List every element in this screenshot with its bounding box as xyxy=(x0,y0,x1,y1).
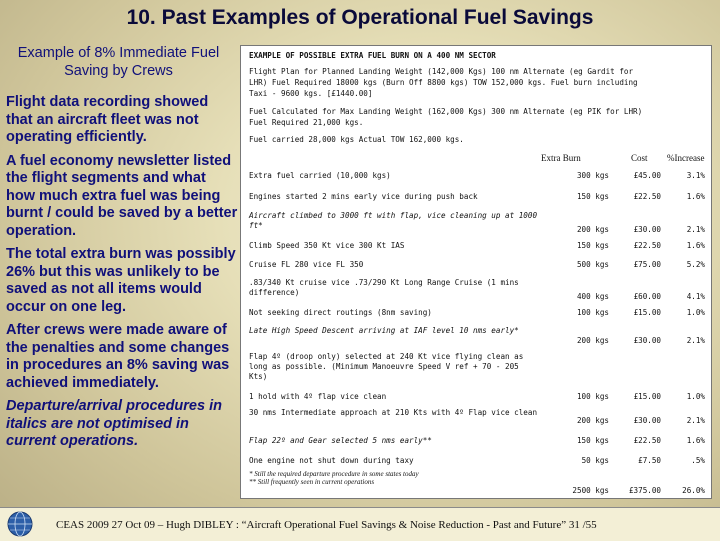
paragraph: Flight data recording showed that an aircraft fleet was not operating efficiently. xyxy=(6,94,209,145)
paragraph: A fuel economy newsletter listed the flight segments and what how much extra fuel was being burnt / could be saved by a better operation. xyxy=(6,152,238,239)
intro-text-2: Fuel Calculated for Max Landing Weight (162,000 Kgs) 300 nm Alternate (eg PIK for LHR) Fuel Required 21,000 kgs. xyxy=(249,107,647,127)
table-row: One engine not shut down during taxy 50 kgs £7.50 .5% xyxy=(249,456,705,465)
col-header-extra-burn: Extra Burn xyxy=(541,153,581,163)
table-row: 1 hold with 4º flap vice clean 100 kgs £15.00 1.0% xyxy=(249,392,705,401)
footnote-1: * Still the required departure procedure in some states today xyxy=(249,470,419,478)
left-text-column xyxy=(6,94,238,457)
table-row: Not seeking direct routings (8nm saving) 100 kgs £15.00 1.0% xyxy=(249,308,705,317)
table-row: 30 nms Intermediate approach at 210 Kts with 4º Flap vice clean 200 kgs £30.00 2.1% xyxy=(249,408,705,425)
col-header-cost: Cost xyxy=(631,153,648,163)
paragraph: After crews were made aware of the penalties and some changes in procedures an 8% saving was achieved immediately. xyxy=(6,322,230,391)
subtitle: Example of 8% Immediate Fuel Saving by Crews xyxy=(17,45,220,79)
intro-text-3: Fuel carried 28,000 kgs Actual TOW 162,000 kgs. xyxy=(249,135,464,144)
total-burn: 2500 kgs xyxy=(572,486,609,495)
intro-text-1: Flight Plan for Planned Landing Weight (142,000 Kgs) 100 nm Alternate (eg Gardit for LHR) Fuel Required 18000 kgs (Burn Off 8800 kgs) TOW 152,000 kgs. Fuel burn including Taxi - 9600 kgs. [£1440.00] xyxy=(249,67,643,98)
table-heading: EXAMPLE OF POSSIBLE EXTRA FUEL BURN ON A 400 NM SECTOR xyxy=(249,51,496,60)
fuel-burn-table-panel xyxy=(240,45,712,499)
table-footnotes xyxy=(249,470,419,486)
table-row: Flap 22º and Gear selected 5 nms early** 150 kgs £22.50 1.6% xyxy=(249,436,705,445)
col-header-increase: %Increase xyxy=(667,153,705,163)
table-row: .83/340 Kt cruise vice .73/290 Kt Long Range Cruise (1 mins difference) 400 kgs £60.00 4.1% xyxy=(249,278,705,301)
total-cost: £375.00 xyxy=(628,486,661,495)
table-row: Climb Speed 350 Kt vice 300 Kt IAS 150 kgs £22.50 1.6% xyxy=(249,241,705,250)
footnote-2: ** Still frequently seen in current operations xyxy=(249,478,375,486)
table-row: Extra fuel carried (10,000 kgs) 300 kgs £45.00 3.1% xyxy=(249,171,705,180)
footer-citation: CEAS 2009 27 Oct 09 – Hugh DIBLEY : “Aircraft Operational Fuel Savings & Noise Reduction - Past and Future” 31 /55 xyxy=(56,519,597,531)
footer-bar xyxy=(0,507,720,541)
paragraph: The total extra burn was possibly 26% but this was unlikely to be saved as not all items would occur on one leg. xyxy=(6,246,236,315)
table-row: Late High Speed Descent arriving at IAF level 10 nms early* 200 kgs £30.00 2.1% xyxy=(249,326,705,345)
paragraph-italic: Departure/arrival procedures in italics are not optimised in current operations. xyxy=(6,398,222,449)
table-row: Cruise FL 280 vice FL 350 500 kgs £75.00 5.2% xyxy=(249,260,705,269)
globe-logo-icon xyxy=(6,510,34,538)
table-row: Flap 4º (droop only) selected at 240 Kt vice flying clean as long as possible. (Minimum Manoeuvre Speed V ref + 70 - 205 Kts) xyxy=(249,352,528,381)
slide-title: 10. Past Examples of Operational Fuel Savings xyxy=(126,6,594,29)
table-row: Engines started 2 mins early vice during push back 150 kgs £22.50 1.6% xyxy=(249,192,705,201)
total-pct: 26.0% xyxy=(682,486,705,495)
table-row: Aircraft climbed to 3000 ft with flap, vice cleaning up at 1000 ft* 200 kgs £30.00 2.1% xyxy=(249,211,705,234)
total-row xyxy=(249,486,707,498)
